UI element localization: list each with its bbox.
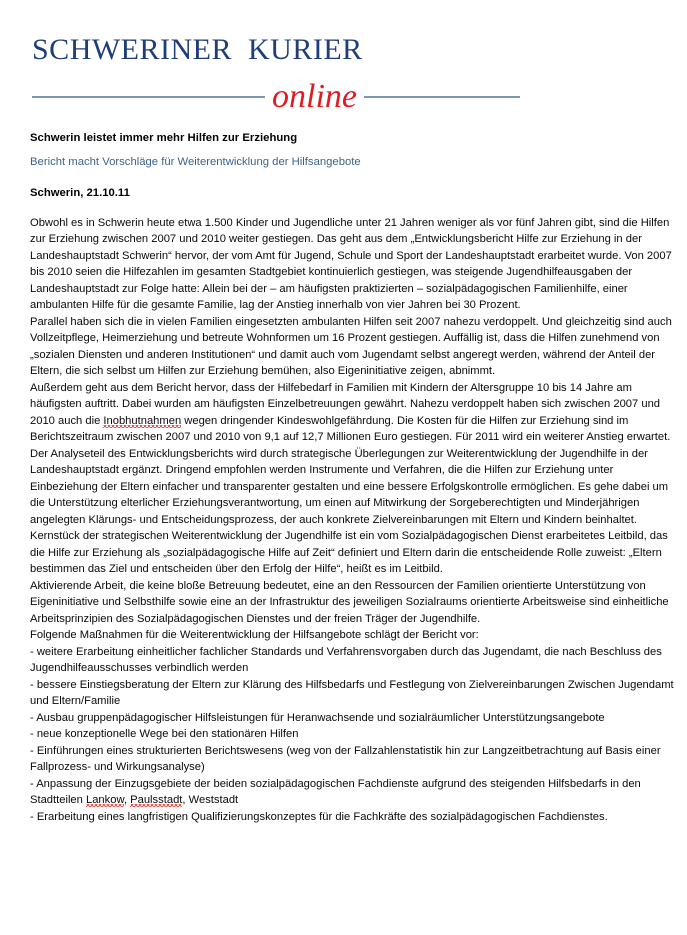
logo-word-schweriner: schweriner (32, 22, 232, 69)
list-item: - neue konzeptionelle Wege bei den stationären Hilfen (30, 728, 299, 741)
paragraph: Aktivierende Arbeit, die keine bloße Betreuung bedeutet, eine an den Ressourcen der Familien orientierte Unterstützung von Eigeninitiative und Selbsthilfe sowie eine an der Infrastruktur des jeweiligen Sozialraums orientierte Arbeitsweise sind einheitliche Arbeitsprinzipien des Sozialpädagogischen Dienstes und der freien Träger der Jugendhilfe. (30, 579, 669, 625)
measure-prefix: - Anpassung der Einzugsgebiete der beiden sozialpädagogischen Fachdienste aufgrund des steigenden Hilfsbedarfs in den Stadtteilen (30, 777, 641, 807)
paragraph: Parallel haben sich die in vielen Familien eingesetzten ambulanten Hilfen seit 2007 nahezu verdoppelt. Und gleichzeitig sind auch Vollzeitpflege, Heimerziehung und betreute Wohnformen um 16 Prozent gestiegen. Auffällig ist, dass die Hilfen zunehmend von „sozialen Diensten und anderen Institutionen“ und damit auch vom Jugendamt selbst angeregt werden, während der Anteil der Eltern, die sich selbst um Hilfen zur Erziehung bemühen, also Eigeninitiative zeigen, abnimmt. (30, 315, 672, 378)
article-dateline: Schwerin, 21.10.11 (30, 186, 130, 199)
paragraph: Folgende Maßnahmen für die Weiterentwicklung der Hilfsangebote schlägt der Bericht vor: (30, 629, 479, 642)
misspelled-word-paulsstadt[interactable]: Paulsstadt (130, 794, 183, 807)
list-item-with-spellcheck (30, 776, 678, 809)
paragraph: Der Analyseteil des Entwicklungsberichts wird durch strategische Überlegungen zur Weiterentwicklung der Jugendhilfe in der Landeshauptstadt ergänzt. Dringend empfohlen werden Instrumente und Verfahren, die die Hilfen zur Erziehung unter Einbeziehung der Eltern einfacher und transparenter gestalten und eine bessere Erfolgskontrolle ermöglichen. Es gehe dabei um die Unterstützung elterlicher Erziehungsverantwortung, um einen auf Mitwirkung der Sorgeberechtigten und Minderjährigen angelegten Klärungs- und Entscheidungsprozess, der auch konkrete Zielvereinbarungen mit Eltern und Kindern beinhaltet. (30, 447, 669, 526)
paragraph: Kernstück der strategischen Weiterentwicklung der Jugendhilfe ist ein vom Sozialpädagogischen Dienst erarbeitetes Leitbild, das die Hilfe zur Erziehung als „sozialpädagogische Hilfe auf Zeit“ definiert und Eltern darin die entscheidende Rolle zuweist: „Eltern bestimmen das Ziel und entscheiden über den Erfolg der Hilfe“, heißt es im Leitbild. (30, 530, 668, 576)
paragraph-with-spellcheck: Außerdem geht aus dem Bericht hervor, dass der Hilfebedarf in Familien mit Kindern der Altersgruppe 10 bis 14 Jahre am häufigsten auftritt. Dabei wurden am häufigsten Einzelbetreuungen gewährt. Nahezu verdoppelt haben sich zwischen 2007 und 2010 auch die Inobhutnahmen wegen dringender Kindeswohlgefährdung. Die Kosten für die Hilfen zur Erziehung sind im Berichtszeitraum zwischen 2007 und 2010 von 9,1 auf 12,7 Millionen Euro gestiegen. Für 2011 wird ein weiterer Anstieg erwartet. (30, 381, 671, 444)
list-item: - bessere Einstiegsberatung der Eltern zur Klärung des Hilfsbedarfs und Festlegung von Zielvereinbarungen Zwischen Jugendamt und Eltern/Familie (30, 678, 674, 708)
logo-word-kurier: kurier (248, 22, 363, 69)
list-item: - Ausbau gruppenpädagogischer Hilfsleistungen für Heranwachsende und sozialräumlicher Unterstützungsangebote (30, 711, 605, 724)
measure-separator: , (123, 794, 131, 807)
article-text (30, 215, 678, 826)
article-headline: Schwerin leistet immer mehr Hilfen zur Erziehung (30, 132, 298, 144)
measure-suffix: Weststadt (188, 794, 239, 807)
list-item: - weitere Erarbeitung einheitlicher fachlicher Standards und Verfahrensvorgaben durch das Jugendamt, die nach Beschluss des Jugendhilfeausschusses verbindlich werden (30, 645, 662, 675)
article-subheadline: Bericht macht Vorschläge für Weiterentwicklung der Hilfsangebote (30, 156, 361, 169)
measure-separator: , (182, 794, 189, 807)
logo-rule-group (32, 78, 520, 126)
article-body (30, 131, 678, 825)
masthead (0, 0, 687, 115)
paragraph: Obwohl es in Schwerin heute etwa 1.500 Kinder und Jugendliche unter 21 Jahren weniger als vor fünf Jahren gibt, sind die Hilfen zur Erziehung zwischen 2007 und 2010 weiter gestiegen. Das geht aus dem „Entwicklungsbericht Hilfe zur Erziehung in der Landeshauptstadt Schwerin“ hervor, der vom Amt für Jugend, Schule und Sport der Landeshauptstadt erarbeitet wurde. Von 2007 bis 2010 seien die Hilfezahlen im gesamten Stadtgebiet kontinuierlich gestiegen, was steigende Jugendhilfeausgaben der Landeshauptstadt zur Folge hatte: Allein bei der – am häufigsten praktizierten – sozialpädagogischen Familienhilfe, einer ambulanten Hilfe für die gesamte Familie, lag der Anstieg innerhalb von vier Jahren bei 30 Prozent. (30, 216, 672, 312)
list-item: - Einführungen eines strukturierten Berichtswesens (weg von der Fallzahlenstatistik hin zur Langzeitbetrachtung auf Basis einer Fallprozess- und Wirkungsanalyse) (30, 744, 661, 774)
misspelled-word-lankow[interactable]: Lankow (85, 794, 124, 807)
site-logo[interactable] (32, 24, 363, 67)
list-item: - Erarbeitung eines langfristigen Qualifizierungskonzeptes für die Fachkräfte des sozialpädagogischen Fachdienstes. (30, 810, 608, 823)
misspelled-word-inobhutnahmen[interactable]: Inobhutnahmen (103, 414, 182, 427)
logo-online-label: online (265, 80, 364, 114)
